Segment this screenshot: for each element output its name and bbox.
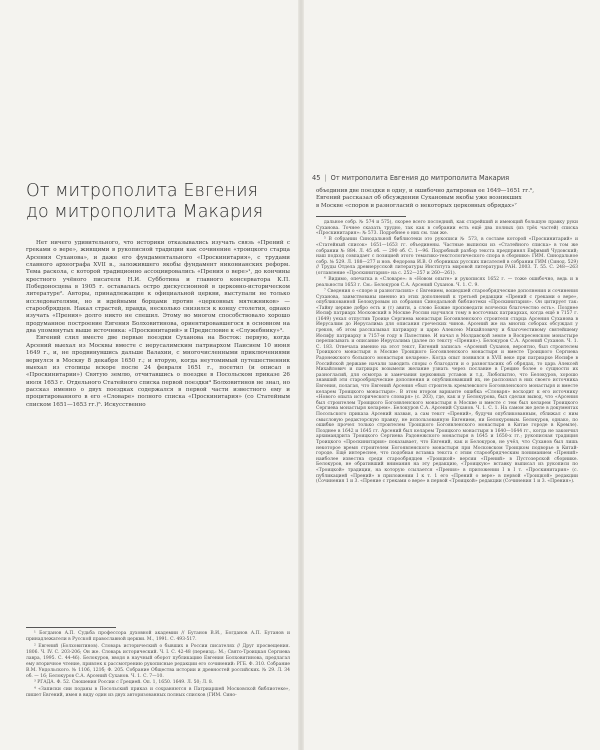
page-number: 45 <box>312 174 321 182</box>
footnote: ¹ Богданов А.П. Судьба профессора духовной академии // Бутанов В.И., Богданов А.П. Бутанов и принадлежатели в Русской православной церкви. М., 1991. С. 493-517. <box>26 631 290 642</box>
running-header-title: От митрополита Евгения до митрополита Макария <box>330 174 510 182</box>
chapter-title-line-1: От митрополита Евгения <box>26 181 259 201</box>
footnote: ⁷ Сведения о «споре и разногласиях» с Евгением, вошедшей старообрядческие дополнения и сочинения Суханова, заимствованы именно из этих дополнений к третьей редакции «Прений с греками о вере», опубликованной Белокуровым из собрания Синодальной библиотеки «Проскинитария». Он цитирует так: «Тайну церкве добро есть и (т) авити, а слово Божие проповедати всячески благочестно есть». Позднее Иосиф патриарх Московский в Москве России научился тому в восточных патриархах, когда ещё в 7157 г. (1649) уехал отпустив Троице Сергиева монастыря Богоявленского строителя старца Арсения Суханова в Иерусалим до Иерусалима для описания греческих чинов. Арсений же на многих соборах обсуждал у греков, об этом рассказывал патриарху и царю Алексею Михайловичу и благочестивому святейшему Иосифу патриарху в 7157-м году в Палестине. И начал в Молдавской земле в Воскресенском монастыре переписывать и описание Иерусалима (далее по тексту «Прения»). Белокуров С.А. Арсений Суханов. Ч. 1. С. 183. Отвечала именно на этот текст, Евгений записал: «Арсений Суханов, вероятно, был строителем Троицкого монастыря в Москве Троицкого Богоявленского монастыря и вместе Троицкого Сергиева Радонежского большого монастыря келарем». Когда опыт появился в XVII веке при патриархе Иосифе в Российской державе начали заводить споры о благодати и о разногласиях об обрядах, то царь Алексей Михайлович и патриарх возымели желание узнать через послание в Грецию более о сущности их разногласий, для осмотра и замечания церковных уставов и т.д. Любопытно, что Белокуров, хорошо знавший эти старообрядческие дополнения и опубликовавший их, не распознал в них своего источника Евгения, полагая, что Евгений Арсения «был строитель кремлевского Богоявленского монастыря и вместе келарем Троицкого монастыря». В этом втором варианте ошибка «Словаря» восходит к его источнику «Нового опыта исторического словаря» (с. 203), где, как и у Белокурова, был сделан вывод, что «Арсения был строителем Троицкого Богоявленского монастыря в Москве и вместе с тем был келарем Троицкого Сергиева монастыря келарем». Белокуров С.А. Арсений Суханов. Ч. 1. С. 1. На самом же деле в документах Посольского приказа Арсений назван, а сам текст «Прений», будучи опубликованным, сближал с ним смысловую редакторскую правку, не использованную Евгением, ни Белокуровым. Белокуров, однако, по ошибке прочел только строителем Троицкого Богоявленского монастыря в Китае городе в Кремле). Позднее в 1642 и 1645 гг. Арсений был келарем Троицкого монастыря в 1640—1644 гг., когда не закончил архимандрита Троицкого Сергиева Радонежского монастыря в 1645 и 1650-х гг.; рукописная традиция Троицкого «Проскинитария» показывает, что Евгений, как и Белокуров, не учёл, что Суханов был лишь некоторое время строителем Богоявленского монастыря при Московском Троицком подворье в Китай-городе. Ещё интереснее, что подобная вставка текста с этим старообрядческим пониманием «Прений» наиболее известна среди старообрядцев «Троицкой» версии «Прений» в Пустозерской сборнике. Белокуров, не обративший внимания на эту редакцию, «Троицкую» вставку выписал из рукописи по «Троицкой» традиции, на которую ссылается «Прения» в приложении I в I т. «Проскинитария» (с. публикацией «Прений» в приложении I к т. 1 его «Прений о вере» в первой «Троицкой» редакции (Сочинения 1 и 3. «Прение с греками о вере» в первой «Троицкой» редакции (Сочинения 1 и 3. «Прения»). <box>316 288 578 485</box>
footnote: ⁴ «Записки сии поданы в Посольский приказ и сохраняются в Патриаршей Московской библиотеке», пишет Евгений, имея в виду один из двух авторизованных полных списков (ГИМ. Сино- <box>26 686 290 698</box>
body-line: в Москве «споров и разногласий о некоторых церковных обрядах»⁷ <box>316 202 517 209</box>
footnote: ² Евгений (Болховитинов). Словарь исторический о бывших в России писателях // Друг просвещения. 1806. Ч. IV. С. 203-206; Он же. Словарь исторический. Ч. I. С. 42-48 (переизд.: М.; Свято-Троицкая Сергиева лавра, 1995. С. 44-46). Белокуров, вводя в научный оборот публикацию Евгения Болховитинова, предлагал ему вторичное чтение, привлек к рассмотрению рукописные редакции его сочинений: РГБ. Ф. 310. Собрание В.М. Ундольского. № 1106, 121б; Ф. 205. Собрание Общества истории и древностей российских. № 29. Л. 34 об. — 16; Белокуров С.А. Арсений Суханов. Ч. 1. С. 7—10. <box>26 643 290 679</box>
footnote: ⁵ В собрании Синодальной библиотеки это рукописи № 573, в составе которой «Проскинитарий» и «Статейный список» 1651—1653 гг. объединены. Частные выписки из «Статейного списка» в том же собрании № 884. Л. 45 об. — 290 об. С. 1—96. Подробный разбор текста предпринял Евфимий Чудовский; наш подход совпадает с позицией этого тематико-текстологического спора в сборнике: ГИМ. Синодальное собр. № 529. Л. 188—277 и нов. Федорова И.В. О сборниках русских писателей в собрании ГИМ (Синод. 529) // Труды Отдела древнерусской литературы Института мировой литературы РАН. 2003. Т. 55. С. 248—263 (оглавление «Проскинитария» на с. 252—257 и 260—261). <box>316 237 578 276</box>
chapter-title <box>26 181 286 223</box>
left-page-footnotes <box>26 631 290 699</box>
footnote-separator <box>26 627 116 628</box>
left-page-body <box>26 240 290 409</box>
body-line: объединив две поездки в одну, и ошибочно датировав ее 1649—1651 гг.⁶, <box>316 188 535 194</box>
body-line: Евгений рассказал об обсуждении Сухановым якобы уже возникших <box>316 195 522 202</box>
body-paragraph: Нет ничего удивительного, что историки отказывались изучать связь «Прений с греками о вере», живщими в рукописной традиции как сочинение «троицкого старца Арсения Суханова», и даже его фундаментального «Проскинитария», с трудами славного археографа XVII в., заложившего якобы фундамент никонианских реформ. Тема раскола, с которой традиционно ассоциировались «Прения о вере»¹, до кончины крестного учёного писателя Н.И. Субботина и главного консерватора К.П. Победоносцева в 1905 г. оставалась остро дискуссионной в церковно-историческом литературе². Авторы, принадлежащие к официальной церкви, выступали не только исследователями, но и идейными борцами против «церковных мятежников» — старообрядцев. Накал страстей, правда, несколько снизился к концу столетия, однако изучать «Прения» долго никто не спешил. Этому во многом способствовало хорошо продуманное построение Евгения Болховитинова, ориентировавшегося в основном на два упомянутых выше источника: «Проскинитарий» и Предисловие к «Служебнику»³. <box>26 240 290 335</box>
running-header <box>312 174 582 182</box>
right-page-footnotes <box>316 220 578 485</box>
header-divider: | <box>324 174 327 182</box>
footnote: ³ РГАДА. Ф. 52. Сношения России с Грецией. Оп. 1, 1650. 1649. Л. 50; Л. 8. <box>34 680 214 685</box>
book-gutter <box>298 0 304 750</box>
footnote-separator <box>316 216 406 217</box>
footnote: дальное собр. № 574 и 575), скорее всего последний, как старейший и имеющий большую правку руки Суханова. Точнее сказать трудно, так как в собрании есть ещё два полных (из трёх частей) списка «Проскинитария»: № 573. Подробнее о них см. там же. <box>316 220 578 237</box>
right-page-body <box>316 188 578 210</box>
body-paragraph: Евгений слил вместе две первые поездки Суханова на Восток: первую, когда Арсений выехал из Москвы вместе с иерусалимским патриархом Паисием 10 июня 1649 г., и, не продвинувшись дальше Валахии, с многочисленными приключениями вернулся в Москву 8 декабря 1650 г.; и вторую, когда неутомимый путешественник выехал из столицы вскоре после 24 февраля 1651 г., посетил (и описал в «Проскинитарии») Святую землю, отчитавшись о поездке в Посольском приказе 26 июля 1653 г. Отдельного Статейного списка первой поездки⁴ Болховитинов не знал, но рассказ именно о двух поездках содержался в первой части известного ему и процитированного в его «Словаре» полного списка «Проскинитария» (со Статейным списком 1651—1653 гг.)⁵. Искусственно <box>26 335 290 408</box>
footnote: ⁶ Видимо, опечатка в «Словаре»: в «Новом опыте» и рукописях 1652 г. — тоже ошибочно, ведь и в реальности 1653 г. См.: Белокуров С.А. Арсений Суханов. Ч. 1. С. 9. <box>316 277 578 288</box>
chapter-title-line-2: до митрополита Макария <box>26 202 264 222</box>
